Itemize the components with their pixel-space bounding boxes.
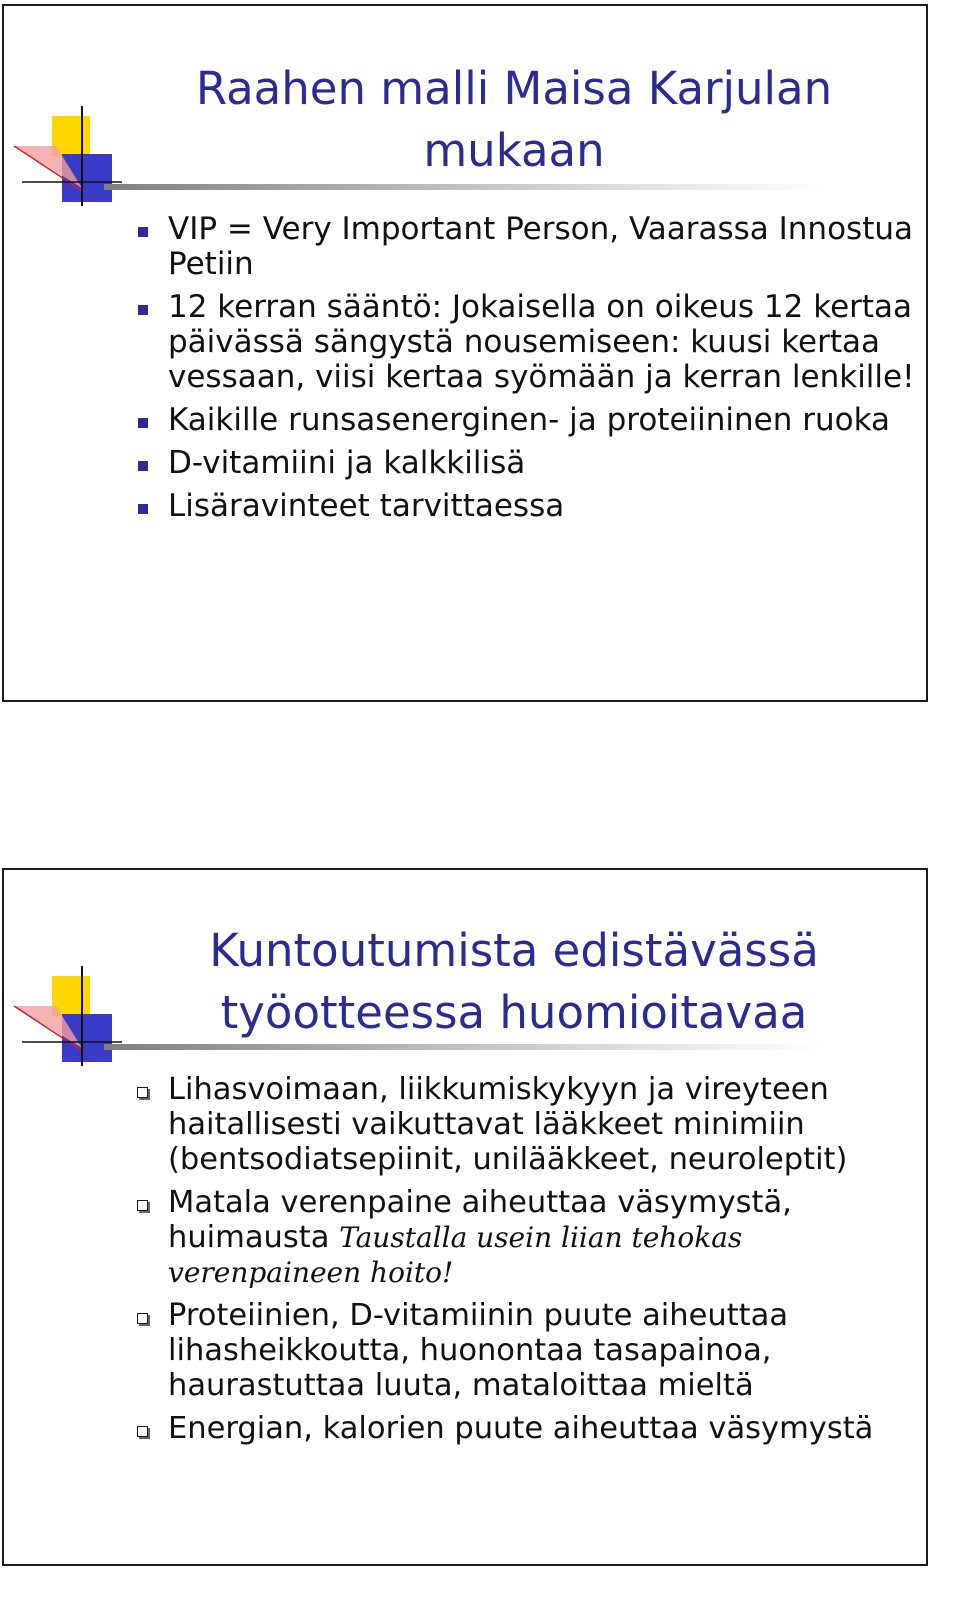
list-item (132, 212, 922, 282)
square-bullet-icon (138, 504, 148, 514)
title-line-1: Kuntoutumista edistävässä (209, 924, 819, 977)
list-item (132, 1411, 922, 1446)
bullet-text: Lihasvoimaan, liikkumiskykyyn ja vireyteen haitallisesti vaikuttavat lääkkeet minimiin (bentsodiatsepiinit, unilääkkeet, neuroleptit) (168, 1072, 848, 1177)
list-item (132, 1072, 922, 1177)
bullet-text: VIP = Very Important Person, Vaarassa Innostua Petiin (168, 211, 913, 282)
square-bullet-icon (138, 227, 148, 237)
slide-1 (2, 4, 928, 702)
bullet-italic-note: Taustalla usein liian tehokas verenpaineen hoito! (168, 1221, 743, 1289)
bullet-list (132, 1072, 922, 1454)
checkbox-bullet-icon (137, 1200, 148, 1211)
checkbox-bullet-icon (137, 1426, 148, 1437)
bullet-text: 12 kerran sääntö: Jokaisella on oikeus 12 kertaa päivässä sängystä nousemiseen: kuusi kertaa vessaan, viisi kertaa syömään ja kerran lenkille! (168, 289, 915, 395)
list-item (132, 290, 922, 395)
title-rule (104, 184, 824, 190)
bullet-text: Proteiinien, D-vitamiinin puute aiheuttaa lihasheikkoutta, huonontaa tasapainoa, haurastuttaa luuta, mataloittaa mieltä (168, 1298, 789, 1403)
list-item (132, 1298, 922, 1403)
bullet-list (132, 212, 922, 532)
bullet-text: Matala verenpaine aiheuttaa väsymystä, huimausta (168, 1185, 792, 1255)
square-bullet-icon (138, 461, 148, 471)
square-bullet-icon (138, 418, 148, 428)
list-item (132, 403, 922, 438)
slide-2 (2, 868, 928, 1566)
slide-title (114, 920, 914, 1044)
bullet-text: D-vitamiini ja kalkkilisä (168, 445, 526, 481)
bullet-text: Kaikille runsasenerginen- ja proteiininen ruoka (168, 402, 891, 438)
checkbox-bullet-icon (137, 1313, 148, 1324)
slide-title (114, 58, 914, 182)
list-item (132, 489, 922, 524)
list-item (132, 446, 922, 481)
list-item (132, 1185, 922, 1290)
title-line-2: mukaan (423, 124, 605, 177)
bullet-text: Lisäravinteet tarvittaessa (168, 488, 565, 524)
bullet-text: Energian, kalorien puute aiheuttaa väsymystä (168, 1411, 874, 1446)
title-rule (104, 1044, 824, 1050)
title-line-2: työotteessa huomioitavaa (220, 986, 808, 1039)
checkbox-bullet-icon (137, 1087, 148, 1098)
square-bullet-icon (138, 305, 148, 315)
title-line-1: Raahen malli Maisa Karjulan (195, 62, 833, 115)
